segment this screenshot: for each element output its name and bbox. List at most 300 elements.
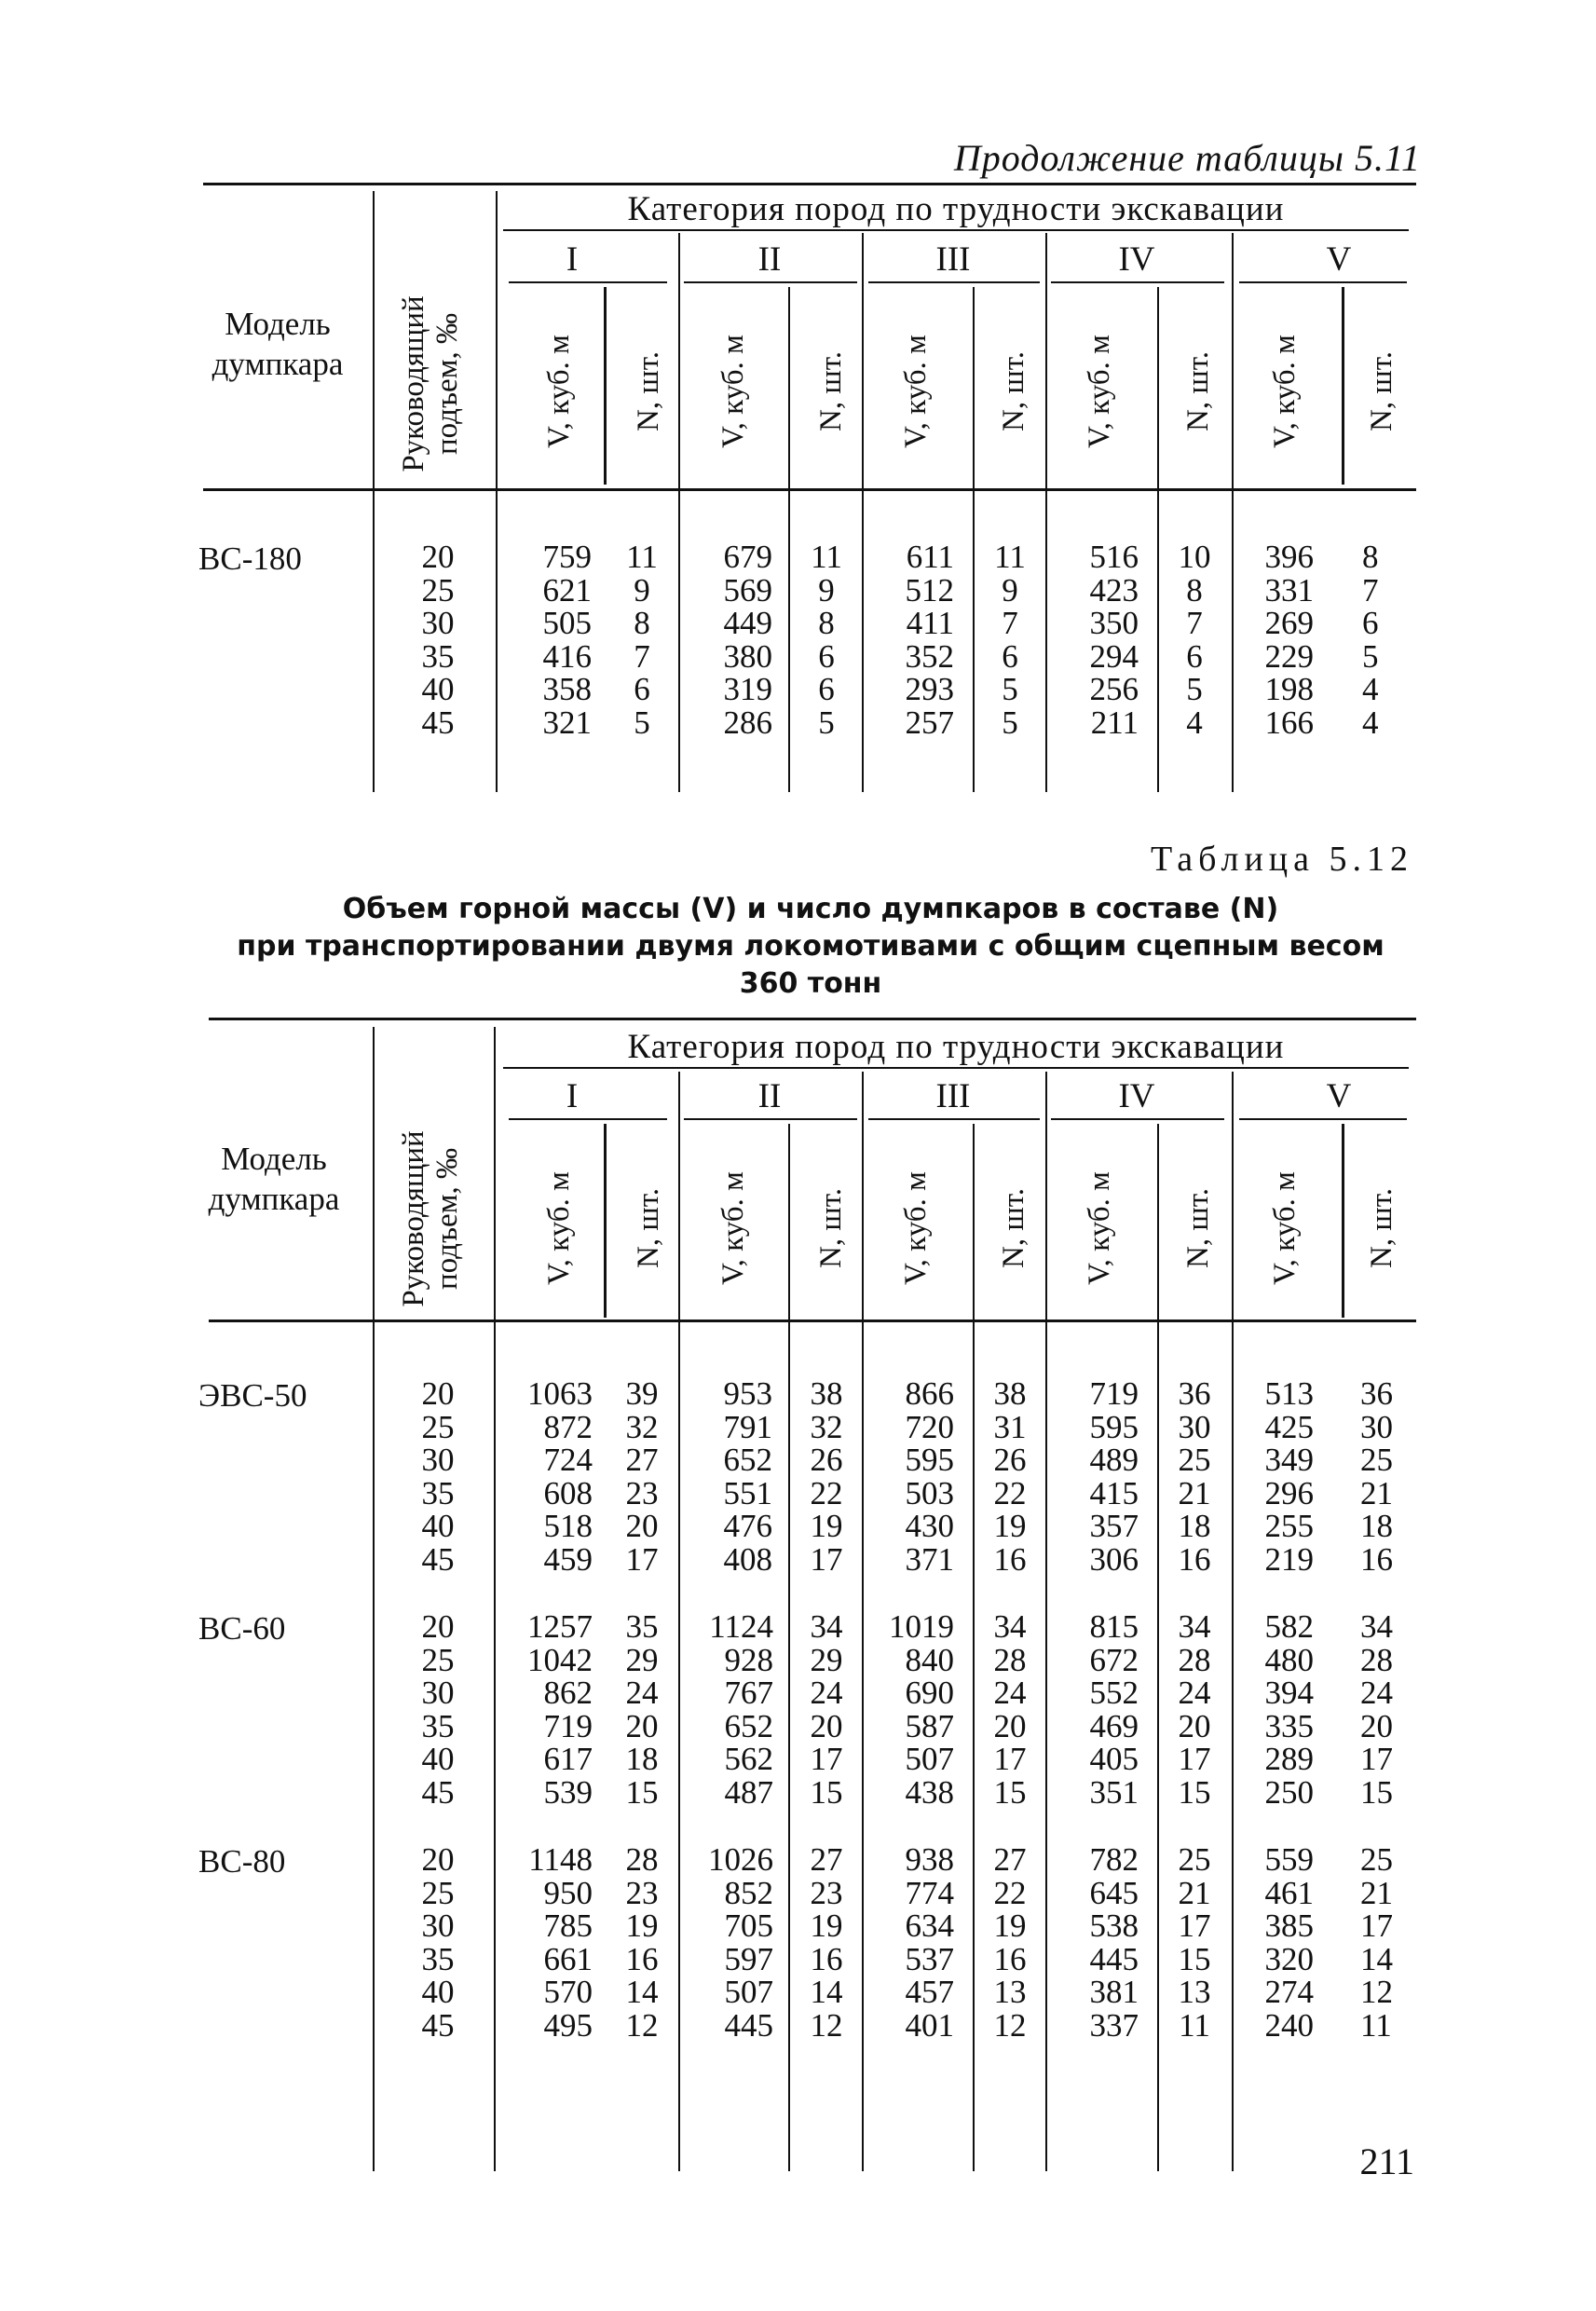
- category-ii: II: [757, 240, 782, 279]
- table-cell: 15: [1360, 1773, 1393, 1811]
- table-cell: 518: [543, 1508, 593, 1545]
- v-header: V, куб. м: [1083, 1171, 1116, 1285]
- table-cell: 26: [993, 1442, 1027, 1479]
- v-column: [1064, 540, 1139, 740]
- table-cell: 34: [993, 1608, 1027, 1645]
- v-column: [503, 1377, 593, 1577]
- table-cell: 35: [421, 1474, 455, 1511]
- model-header-line-1: Модель: [221, 1141, 327, 1177]
- table-cell: 269: [1264, 605, 1314, 642]
- n-column: [1175, 540, 1214, 740]
- table-cell: 5: [1002, 704, 1018, 741]
- table-cell: 25: [1360, 1841, 1393, 1878]
- table-cell: 24: [625, 1675, 659, 1712]
- table-cell: 438: [905, 1773, 954, 1811]
- table-cell: 385: [1264, 1908, 1314, 1945]
- table-cell: 11: [1360, 2006, 1392, 2044]
- n-header: N, шт.: [1365, 351, 1398, 431]
- continuation-caption: Продолжение таблицы 5.11: [953, 137, 1421, 179]
- table-cell: 6: [1002, 637, 1018, 675]
- n-column: [619, 1377, 665, 1577]
- n-column: [803, 1377, 850, 1577]
- table-cell: 320: [1264, 1940, 1314, 1977]
- v-header: V, куб. м: [899, 1171, 933, 1285]
- table-cell: 27: [625, 1442, 659, 1479]
- table-cell: 45: [421, 1773, 455, 1811]
- n-column: [987, 1843, 1033, 2043]
- table-cell: 23: [625, 1874, 659, 1911]
- table-cell: 13: [993, 1974, 1027, 2011]
- table-cell: 7: [1002, 605, 1018, 642]
- table-cell: 25: [1178, 1442, 1211, 1479]
- category-ii: II: [757, 1077, 782, 1115]
- v-column: [698, 540, 772, 740]
- table-cell: 1042: [527, 1641, 593, 1678]
- table-cell: 1026: [708, 1841, 773, 1878]
- table-cell: 19: [625, 1908, 659, 1945]
- table-cell: 690: [905, 1675, 954, 1712]
- table-cell: 5: [1002, 671, 1018, 708]
- table-cell: 29: [810, 1641, 843, 1678]
- table-cell: 34: [1178, 1608, 1211, 1645]
- table-cell: 759: [542, 539, 592, 575]
- table-cell: 38: [810, 1375, 843, 1412]
- table-cell: 30: [1178, 1408, 1211, 1445]
- table-cell: 15: [993, 1773, 1027, 1811]
- page-number: 211: [1359, 2140, 1414, 2182]
- table-cell: 19: [993, 1508, 1027, 1545]
- v-header: V, куб. м: [542, 1171, 576, 1285]
- table-cell: 17: [1360, 1741, 1393, 1778]
- table-cell: 516: [1089, 539, 1139, 575]
- table-cell: 587: [905, 1707, 954, 1744]
- table-cell: 20: [421, 539, 455, 575]
- table-cell: 351: [1089, 1773, 1139, 1811]
- n-column: [1360, 1377, 1407, 1577]
- table-cell: 15: [1178, 1940, 1211, 1977]
- table-cell: 350: [1089, 605, 1139, 642]
- table-cell: 1019: [889, 1608, 954, 1645]
- v-header: V, куб. м: [899, 335, 933, 448]
- table-cell: 274: [1264, 1974, 1314, 2011]
- table-cell: 852: [724, 1874, 773, 1911]
- table-cell: 401: [905, 2006, 954, 2044]
- table-cell: 40: [421, 1741, 455, 1778]
- table-cell: 19: [810, 1508, 843, 1545]
- table-cell: 25: [421, 1641, 455, 1678]
- table-cell: 34: [810, 1608, 843, 1645]
- n-column: [1171, 1610, 1218, 1810]
- table-cell: 337: [1089, 2006, 1139, 2044]
- n-column: [1362, 540, 1399, 740]
- category-v: V: [1326, 1077, 1352, 1115]
- table-cell: 724: [543, 1442, 593, 1479]
- table-cell: 40: [421, 1508, 455, 1545]
- table-cell: 32: [625, 1408, 659, 1445]
- table-cell: 25: [421, 1874, 455, 1911]
- table-cell: 652: [724, 1707, 773, 1744]
- category-iii: III: [935, 1077, 971, 1115]
- category-v: V: [1326, 240, 1352, 279]
- table-cell: 457: [905, 1974, 954, 2011]
- table-cell: 21: [1178, 1874, 1211, 1911]
- table-cell: 582: [1264, 1608, 1314, 1645]
- table-cell: 40: [421, 1974, 455, 2011]
- table-cell: 705: [724, 1908, 773, 1945]
- table-cell: 645: [1089, 1874, 1139, 1911]
- table-cell: 331: [1264, 571, 1314, 609]
- table-cell: 394: [1264, 1675, 1314, 1712]
- model-name: ВС-180: [198, 540, 302, 577]
- v-header: V, куб. м: [1083, 335, 1116, 448]
- table-cell: 608: [543, 1474, 593, 1511]
- table-cell: 16: [810, 1940, 843, 1977]
- n-header: N, шт.: [1365, 1188, 1398, 1268]
- v-column: [1064, 1377, 1139, 1577]
- table-cell: 31: [993, 1408, 1027, 1445]
- table-cell: 767: [724, 1675, 773, 1712]
- table-cell: 20: [625, 1508, 659, 1545]
- table-cell: 6: [818, 671, 835, 708]
- table-cell: 20: [625, 1707, 659, 1744]
- table-cell: 445: [1089, 1940, 1139, 1977]
- v-column: [1239, 1377, 1314, 1577]
- table-cell: 18: [1360, 1508, 1393, 1545]
- n-column: [1360, 1610, 1407, 1810]
- table-cell: 495: [543, 2006, 593, 2044]
- category-i: I: [566, 1077, 579, 1115]
- table-cell: 45: [421, 1540, 455, 1578]
- table-cell: 9: [634, 571, 650, 609]
- table-cell: 45: [421, 704, 455, 741]
- table-cell: 7: [1362, 571, 1379, 609]
- table-cell: 20: [810, 1707, 843, 1744]
- table-cell: 286: [723, 704, 772, 741]
- table-cell: 21: [1360, 1474, 1393, 1511]
- table-cell: 512: [905, 571, 954, 609]
- table-cell: 12: [1360, 1974, 1393, 2011]
- table-title-line-1: Объем горной массы (V) и число думпкаров в составе (N): [342, 893, 1279, 925]
- table-cell: 229: [1264, 637, 1314, 675]
- table-cell: 537: [905, 1940, 954, 1977]
- grade-column: [410, 1610, 466, 1810]
- table-cell: 10: [1178, 539, 1211, 575]
- table-cell: 405: [1089, 1741, 1139, 1778]
- table-cell: 539: [543, 1773, 593, 1811]
- table-cell: 489: [1089, 1442, 1139, 1479]
- table-cell: 30: [421, 605, 455, 642]
- table-cell: 20: [993, 1707, 1027, 1744]
- table-cell: 611: [906, 539, 954, 575]
- table-cell: 20: [421, 1375, 455, 1412]
- table-cell: 22: [993, 1874, 1027, 1911]
- table-cell: 25: [1178, 1841, 1211, 1878]
- table-cell: 11: [626, 539, 658, 575]
- v-column: [1064, 1610, 1139, 1810]
- table-cell: 872: [543, 1408, 593, 1445]
- table-cell: 9: [1002, 571, 1018, 609]
- category-iii: III: [935, 240, 971, 279]
- category-iv: IV: [1118, 1077, 1155, 1115]
- table-cell: 569: [723, 571, 772, 609]
- table-cell: 425: [1264, 1408, 1314, 1445]
- table-cell: 306: [1089, 1540, 1139, 1578]
- table-cell: 595: [1089, 1408, 1139, 1445]
- table-cell: 380: [723, 637, 772, 675]
- table-cell: 34: [1360, 1608, 1393, 1645]
- n-header: N, шт.: [1181, 351, 1215, 431]
- table-cell: 396: [1264, 539, 1314, 575]
- table-cell: 621: [542, 571, 592, 609]
- table-cell: 166: [1264, 704, 1314, 741]
- table-cell: 8: [634, 605, 650, 642]
- table-cell: 476: [723, 1508, 772, 1545]
- table-cell: 480: [1264, 1641, 1314, 1678]
- table-cell: 21: [1360, 1874, 1393, 1911]
- table-cell: 507: [905, 1741, 954, 1778]
- grade-header: [397, 1126, 471, 1312]
- n-column: [619, 1843, 665, 2043]
- table-cell: 415: [1089, 1474, 1139, 1511]
- n-column: [1171, 1843, 1218, 2043]
- table-cell: 1063: [527, 1375, 593, 1412]
- table-cell: 25: [421, 571, 455, 609]
- table-cell: 505: [542, 605, 592, 642]
- table-cell: 20: [1360, 1707, 1393, 1744]
- grade-column: [410, 1843, 466, 2043]
- table-cell: 358: [542, 671, 592, 708]
- table-cell: 12: [625, 2006, 659, 2044]
- table-cell: 17: [1178, 1908, 1211, 1945]
- v-column: [698, 1377, 772, 1577]
- table-cell: 411: [906, 605, 954, 642]
- v-header: V, куб. м: [542, 335, 576, 448]
- n-header: N, шт.: [632, 1188, 665, 1268]
- table-cell: 5: [1186, 671, 1203, 708]
- table-cell: 16: [993, 1940, 1027, 1977]
- table-cell: 30: [421, 1908, 455, 1945]
- table-cell: 240: [1264, 2006, 1314, 2044]
- table-cell: 617: [543, 1741, 593, 1778]
- table-cell: 6: [634, 671, 650, 708]
- table-cell: 782: [1089, 1841, 1139, 1878]
- n-column: [1171, 1377, 1218, 1577]
- v-column: [693, 1843, 773, 2043]
- table-cell: 862: [543, 1675, 593, 1712]
- table-cell: 381: [1089, 1974, 1139, 2011]
- table-cell: 20: [421, 1841, 455, 1878]
- table-cell: 18: [625, 1741, 659, 1778]
- table-cell: 950: [543, 1874, 593, 1911]
- table-cell: 27: [810, 1841, 843, 1878]
- table-cell: 12: [993, 2006, 1027, 2044]
- table-cell: 15: [1178, 1773, 1211, 1811]
- v-column: [1239, 1843, 1314, 2043]
- table-cell: 30: [421, 1442, 455, 1479]
- table-cell: 16: [1360, 1540, 1393, 1578]
- n-column: [622, 540, 662, 740]
- table-cell: 7: [1186, 605, 1203, 642]
- table-cell: 17: [625, 1540, 659, 1578]
- table-cell: 16: [1178, 1540, 1211, 1578]
- table-cell: 36: [1360, 1375, 1393, 1412]
- category-i: I: [566, 240, 579, 279]
- grade-column: [410, 1377, 466, 1577]
- table-cell: 513: [1264, 1375, 1314, 1412]
- table-cell: 38: [993, 1375, 1027, 1412]
- v-column: [1064, 1843, 1139, 2043]
- table-cell: 25: [1360, 1442, 1393, 1479]
- category-header: Категория пород по трудности экскавации: [627, 1028, 1285, 1066]
- table-cell: 45: [421, 2006, 455, 2044]
- table-cell: 552: [1089, 1675, 1139, 1712]
- table-cell: 423: [1089, 571, 1139, 609]
- table-cell: 198: [1264, 671, 1314, 708]
- table-cell: 4: [1362, 704, 1379, 741]
- model-header-line-2: думпкара: [211, 346, 344, 382]
- table-cell: 26: [810, 1442, 843, 1479]
- v-column: [874, 1610, 954, 1810]
- table-cell: 28: [993, 1641, 1027, 1678]
- table-cell: 840: [905, 1641, 954, 1678]
- table-cell: 16: [993, 1540, 1027, 1578]
- table-cell: 7: [634, 637, 650, 675]
- table-title-line-2: при транспортировании двумя локомотивами с общим сцепным весом: [237, 930, 1385, 963]
- table-cell: 371: [905, 1540, 954, 1578]
- v-column: [880, 1843, 954, 2043]
- table-cell: 487: [724, 1773, 773, 1811]
- v-column: [693, 1610, 773, 1810]
- table-cell: 293: [905, 671, 954, 708]
- table-cell: 39: [625, 1375, 659, 1412]
- table-title-line-3: 360 тонн: [739, 967, 882, 1000]
- table-cell: 538: [1089, 1908, 1139, 1945]
- v-column: [1239, 1610, 1314, 1810]
- table-cell: 449: [723, 605, 772, 642]
- grade-header: [397, 291, 471, 477]
- table-cell: 6: [818, 637, 835, 675]
- table-cell: 20: [1178, 1707, 1211, 1744]
- n-column: [803, 1610, 850, 1810]
- table-cell: 595: [905, 1442, 954, 1479]
- table-cell: 296: [1264, 1474, 1314, 1511]
- table-cell: 35: [421, 1940, 455, 1977]
- table-cell: 4: [1362, 671, 1379, 708]
- category-iv: IV: [1118, 240, 1155, 279]
- n-header: N, шт.: [997, 1188, 1030, 1268]
- grade-column: [410, 540, 466, 740]
- table-cell: 321: [542, 704, 592, 741]
- model-name: ВС-80: [198, 1843, 286, 1880]
- table-cell: 35: [421, 637, 455, 675]
- table-cell: 562: [724, 1741, 773, 1778]
- table-cell: 17: [810, 1540, 843, 1578]
- table-cell: 720: [905, 1408, 954, 1445]
- model-header-line-2: думпкара: [208, 1181, 340, 1217]
- table-cell: 352: [905, 637, 954, 675]
- table-cell: 551: [723, 1474, 772, 1511]
- table-cell: 6: [1186, 637, 1203, 675]
- table-cell: 408: [723, 1540, 772, 1578]
- table-cell: 469: [1089, 1707, 1139, 1744]
- table-cell: 17: [1178, 1741, 1211, 1778]
- table-cell: 430: [905, 1508, 954, 1545]
- table-cell: 1148: [528, 1841, 593, 1878]
- table-cell: 11: [1179, 2006, 1210, 2044]
- table-cell: 1257: [527, 1608, 593, 1645]
- table-cell: 349: [1264, 1442, 1314, 1479]
- table-cell: 23: [625, 1474, 659, 1511]
- table-cell: 503: [905, 1474, 954, 1511]
- table-cell: 14: [1360, 1940, 1393, 1977]
- table-cell: 815: [1089, 1608, 1139, 1645]
- table-cell: 19: [810, 1908, 843, 1945]
- model-header: [181, 1139, 367, 1219]
- table-cell: 13: [1178, 1974, 1211, 2011]
- grade-header-line-2: подъем, ‰: [430, 312, 464, 456]
- n-column: [803, 1843, 850, 2043]
- table-cell: 597: [724, 1940, 773, 1977]
- table-cell: 559: [1264, 1841, 1314, 1878]
- n-column: [987, 1377, 1033, 1577]
- table-cell: 28: [1360, 1641, 1393, 1678]
- table-cell: 17: [993, 1741, 1027, 1778]
- table-cell: 14: [625, 1974, 659, 2011]
- table-cell: 634: [905, 1908, 954, 1945]
- table-cell: 24: [1178, 1675, 1211, 1712]
- n-column: [1360, 1843, 1407, 2043]
- v-column: [503, 1843, 593, 2043]
- n-header: N, шт.: [997, 351, 1030, 431]
- model-name: ВС-60: [198, 1610, 286, 1647]
- table-cell: 6: [1362, 605, 1379, 642]
- table-cell: 928: [724, 1641, 773, 1678]
- table-cell: 652: [723, 1442, 772, 1479]
- table-cell: 21: [1178, 1474, 1211, 1511]
- n-header: N, шт.: [632, 351, 665, 431]
- table-cell: 294: [1089, 637, 1139, 675]
- table-cell: 357: [1089, 1508, 1139, 1545]
- table-cell: 5: [634, 704, 650, 741]
- table-cell: 28: [625, 1841, 659, 1878]
- table-cell: 40: [421, 671, 455, 708]
- table-cell: 461: [1264, 1874, 1314, 1911]
- table-cell: 9: [818, 571, 835, 609]
- table-cell: 15: [810, 1773, 843, 1811]
- table-cell: 14: [810, 1974, 843, 2011]
- table-label: Таблица 5.12: [1150, 840, 1413, 879]
- n-header: N, шт.: [814, 1188, 848, 1268]
- v-header: V, куб. м: [1268, 1171, 1302, 1285]
- table-cell: 22: [810, 1474, 843, 1511]
- table-cell: 27: [993, 1841, 1027, 1878]
- grade-header-line-2: подъем, ‰: [430, 1147, 464, 1291]
- table-cell: 1124: [709, 1608, 773, 1645]
- table-cell: 8: [1186, 571, 1203, 609]
- v-header: V, куб. м: [716, 335, 750, 448]
- grade-header-line-1: Руководящий: [397, 1130, 430, 1307]
- table-cell: 18: [1178, 1508, 1211, 1545]
- table-cell: 256: [1089, 671, 1139, 708]
- v-column: [503, 1610, 593, 1810]
- table-cell: 257: [905, 704, 954, 741]
- v-column: [517, 540, 592, 740]
- table-cell: 22: [993, 1474, 1027, 1511]
- table-cell: 8: [818, 605, 835, 642]
- table-cell: 219: [1264, 1540, 1314, 1578]
- table-cell: 8: [1362, 539, 1379, 575]
- n-column: [619, 1610, 665, 1810]
